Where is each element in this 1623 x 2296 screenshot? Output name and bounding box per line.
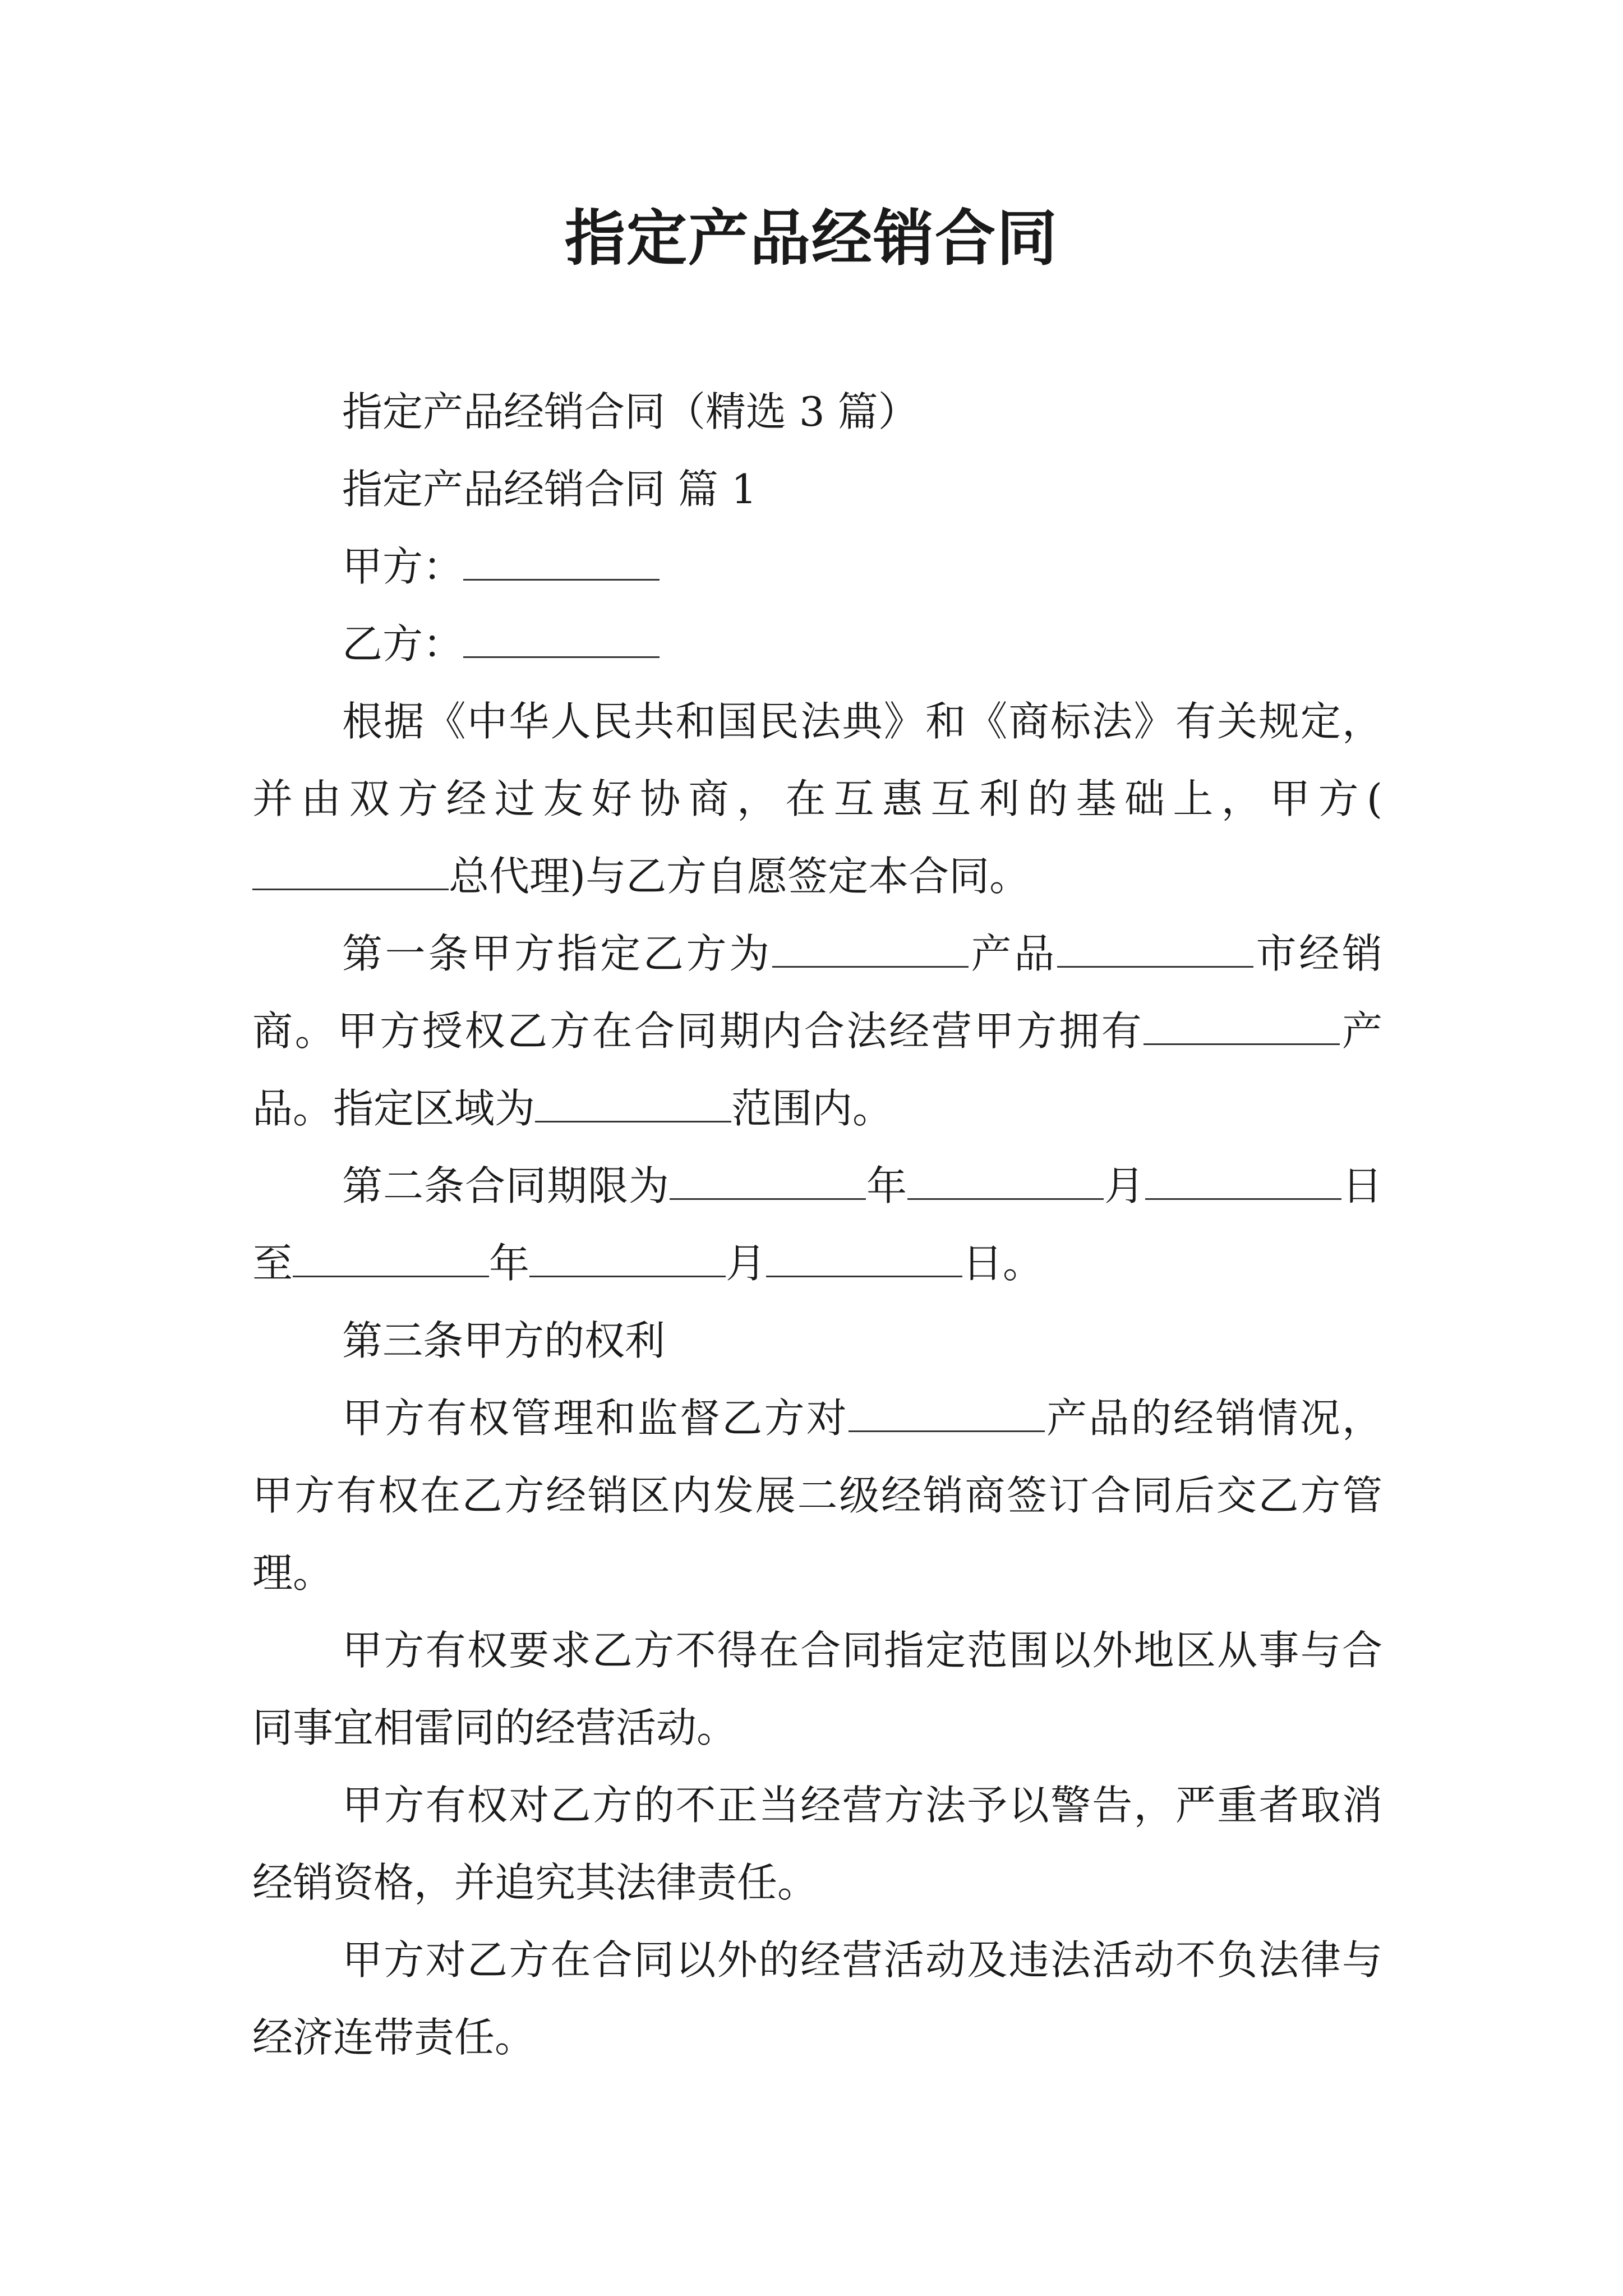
article-1-text-3: 市经销商。甲方授权乙方在合同期内合法经营甲方拥有: [252, 930, 1382, 1055]
city-blank: [1057, 930, 1253, 968]
month-label-1: 月: [1103, 1162, 1145, 1209]
article-1-text-4: 产品。指定区域为: [252, 1007, 1382, 1132]
article-2-text-1: 第二条合同期限为: [342, 1162, 670, 1209]
section-heading: 指定产品经销合同 篇 1: [342, 466, 757, 513]
region-blank: [535, 1084, 731, 1122]
right-1-paragraph: [252, 1379, 1382, 1612]
intro-paragraph: [252, 683, 1382, 915]
party-a-line: [252, 528, 1382, 605]
party-b-label: 乙方：: [342, 620, 464, 668]
product-blank: [772, 930, 969, 968]
document-title: 指定产品经销合同: [564, 203, 1058, 274]
subtitle: 指定产品经销合同（精选 3 篇）: [342, 388, 919, 435]
article-1-text-5: 范围内。: [731, 1085, 893, 1132]
intro-text-2: 总代理)与乙方自愿签定本合同。: [449, 853, 1030, 900]
document-body: [252, 373, 1382, 2076]
right-4-paragraph: 甲方对乙方在合同以外的经营活动及违法活动不负法律与经济连带责任。: [252, 1936, 1382, 2061]
article-1-text-1: 第一条甲方指定乙方为: [342, 930, 772, 977]
right-2-paragraph: 甲方有权要求乙方不得在合同指定范围以外地区从事与合同事宜相雷同的经营活动。: [252, 1627, 1382, 1751]
party-b-blank: [463, 620, 660, 658]
party-a-label: 甲方：: [342, 543, 464, 590]
end-year-blank: [293, 1239, 489, 1277]
year-label-2: 年: [489, 1240, 530, 1287]
supervised-product-blank: [849, 1394, 1045, 1432]
month-label-2: 月: [726, 1240, 767, 1287]
right-3-paragraph: 甲方有权对乙方的不正当经营方法予以警告，严重者取消经销资格，并追究其法律责任。: [252, 1782, 1382, 1906]
article-2-paragraph: [252, 1147, 1382, 1302]
start-month-blank: [907, 1162, 1104, 1200]
article-3-heading: 第三条甲方的权利: [342, 1317, 666, 1364]
day-end-label: 日。: [962, 1240, 1044, 1287]
article-1-paragraph: [252, 915, 1382, 1147]
day-to-label: 日至: [252, 1162, 1382, 1287]
end-day-blank: [766, 1239, 962, 1277]
year-label-1: 年: [865, 1162, 907, 1209]
right-1-text-1: 甲方有权管理和监督乙方对: [342, 1395, 849, 1442]
owned-product-blank: [1144, 1007, 1340, 1045]
end-month-blank: [529, 1239, 726, 1277]
start-year-blank: [670, 1162, 866, 1200]
start-day-blank: [1145, 1162, 1341, 1200]
right-1-text-2: 产品的经销情况，甲方有权在乙方经销区内发展二级经销商签订合同后交乙方管理。: [252, 1395, 1382, 1596]
party-a-blank: [463, 542, 660, 581]
article-1-text-2: 产品: [968, 930, 1057, 977]
intro-text-1: 根据《中华人民共和国民法典》和《商标法》有关规定，并由双方经过友好协商，在互惠互利的基础上，甲方(: [252, 698, 1382, 822]
agent-blank: [252, 852, 449, 890]
party-b-line: [252, 605, 1382, 683]
